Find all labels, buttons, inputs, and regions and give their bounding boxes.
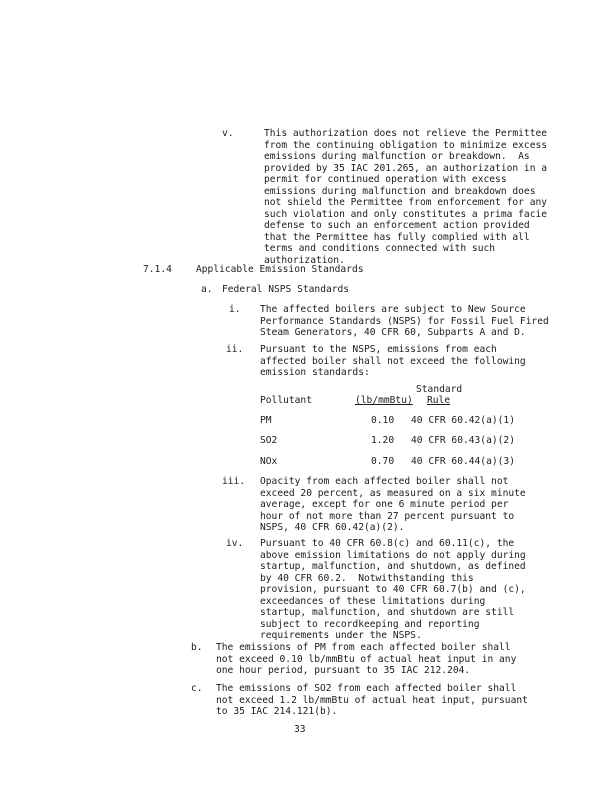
table-cell-pollutant: NOx: [260, 456, 278, 467]
table-cell-value: 1.20: [371, 435, 395, 446]
section-number: 7.1.4: [143, 264, 172, 275]
table-header-pollutant: Pollutant: [260, 395, 312, 406]
item-a-iii-text: [260, 476, 526, 534]
table-cell-value: 0.10: [371, 415, 395, 426]
table-header-rule: Rule: [427, 395, 451, 406]
text-line: startup, malfunction, and shutdown are still: [260, 607, 515, 618]
item-a-title: Federal NSPS Standards: [222, 284, 350, 295]
text-line: to 35 IAC 214.121(b).: [216, 706, 338, 717]
text-line: This authorization does not relieve the Permittee: [264, 128, 548, 139]
text-line: subject to recordkeeping and reporting: [260, 618, 480, 630]
text-line: not exceed 1.2 lb/mmBtu of actual heat input, pursuant: [216, 694, 528, 706]
item-v-label: v.: [222, 128, 234, 139]
text-line: NSPS, 40 CFR 60.42(a)(2).: [260, 522, 405, 533]
text-line: by 40 CFR 60.2. Notwithstanding this: [260, 572, 474, 584]
table-cell-rule: 40 CFR 60.42(a)(1): [411, 415, 515, 426]
text-line: authorization.: [264, 254, 345, 266]
item-c-label: c.: [191, 683, 203, 694]
table-cell-pollutant: PM: [260, 415, 272, 426]
item-b-label: b.: [191, 642, 203, 653]
table-header-units: (lb/mmBtu): [355, 395, 413, 406]
text-line: Steam Generators, 40 CFR 60, Subparts A and D.: [260, 327, 526, 338]
item-a-i-label: i.: [229, 304, 241, 315]
section-title: Applicable Emission Standards: [196, 264, 364, 275]
text-line: terms and conditions connected with such: [264, 243, 496, 254]
text-line: The emissions of PM from each affected boiler shall: [216, 642, 511, 653]
text-line: above emission limitations do not apply during: [260, 549, 526, 561]
table-header-standard: Standard: [416, 384, 463, 395]
text-line: Pursuant to 40 CFR 60.8(c) and 60.11(c), the: [260, 538, 515, 549]
table-cell-rule: 40 CFR 60.43(a)(2): [411, 435, 515, 446]
text-line: affected boiler shall not exceed the following: [260, 355, 526, 367]
text-line: provision, pursuant to 40 CFR 60.7(b) and (c),: [260, 584, 526, 595]
text-line: not exceed 0.10 lb/mmBtu of actual heat input in any: [216, 653, 517, 665]
item-b-text: [216, 642, 516, 677]
text-line: that the Permittee has fully complied with all: [264, 231, 530, 243]
text-line: not shield the Permittee from enforcement for any: [264, 197, 548, 208]
item-a-iv-text: [260, 538, 526, 642]
text-line: The affected boilers are subject to New Source: [260, 304, 526, 315]
text-line: one hour period, pursuant to 35 IAC 212.204.: [216, 665, 471, 676]
item-a-ii-label: ii.: [226, 344, 244, 355]
text-line: Performance Standards (NSPS) for Fossil Fuel Fired: [260, 315, 549, 327]
text-line: emissions during malfunction or breakdown. As: [264, 151, 530, 162]
item-a-iii-label: iii.: [222, 476, 246, 487]
item-a-iv-label: iv.: [226, 538, 244, 549]
item-c-text: [216, 683, 528, 718]
text-line: emissions during malfunction and breakdown does: [264, 185, 536, 197]
page-number: 33: [294, 724, 306, 735]
text-line: such violation and only constitutes a prima facie: [264, 208, 548, 220]
text-line: from the continuing obligation to minimize excess: [264, 139, 548, 151]
item-a-label: a.: [201, 284, 213, 295]
text-line: Pursuant to the NSPS, emissions from each: [260, 344, 497, 355]
table-cell-value: 0.70: [371, 456, 395, 467]
text-line: defense to such an enforcement action provided: [264, 220, 530, 231]
text-line: emission standards:: [260, 367, 370, 378]
text-line: hour of not more than 27 percent pursuant to: [260, 510, 515, 522]
text-line: Opacity from each affected boiler shall not: [260, 476, 509, 487]
table-cell-pollutant: SO2: [260, 435, 278, 446]
text-line: average, except for one 6 minute period per: [260, 499, 509, 510]
text-line: The emissions of SO2 from each affected boiler shall: [216, 683, 517, 694]
text-line: provided by 35 IAC 201.265, an authorization in a: [264, 162, 548, 174]
text-line: exceedances of these limitations during: [260, 595, 486, 607]
text-line: requirements under the NSPS.: [260, 630, 422, 641]
table-cell-rule: 40 CFR 60.44(a)(3): [411, 456, 515, 467]
text-line: permit for continued operation with excess: [264, 174, 507, 185]
text-line: exceed 20 percent, as measured on a six minute: [260, 487, 526, 499]
text-line: startup, malfunction, and shutdown, as defined: [260, 561, 526, 572]
